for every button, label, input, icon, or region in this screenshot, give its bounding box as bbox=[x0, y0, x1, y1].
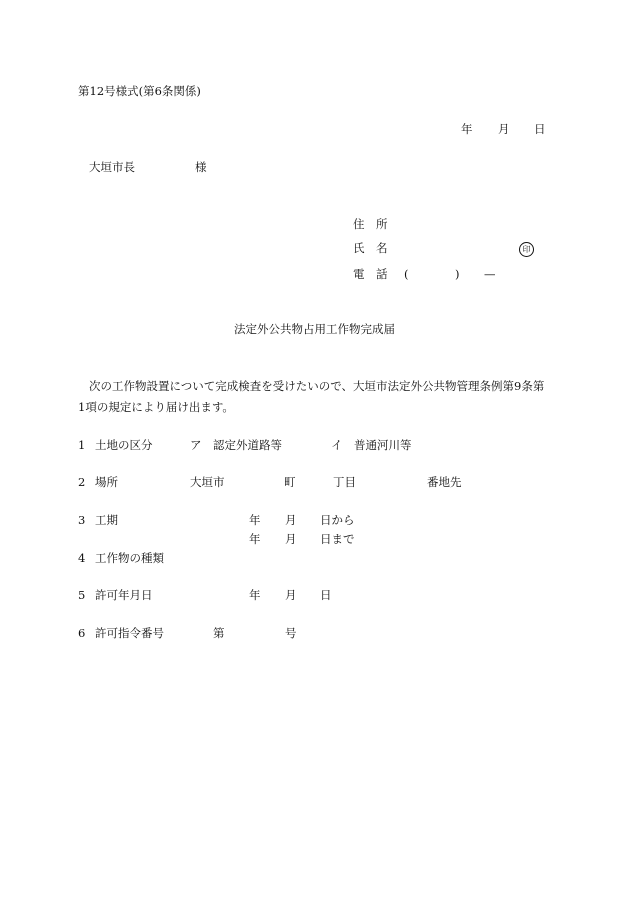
permit-year: 年 bbox=[249, 588, 261, 602]
place-town: 町 bbox=[284, 475, 296, 489]
date-year-label: 年 bbox=[461, 122, 473, 136]
item-4-number: 4 bbox=[78, 551, 86, 565]
place-banchi: 番地先 bbox=[427, 475, 462, 489]
period-to-month: 月 bbox=[285, 532, 297, 546]
document-title: 法定外公共物占用工作物完成届 bbox=[234, 322, 395, 336]
period-from-year: 年 bbox=[249, 513, 261, 527]
period-to-year: 年 bbox=[249, 532, 261, 546]
address-label: 住 所 bbox=[353, 217, 388, 231]
body-text-line1: 次の工作物設置について完成検査を受けたいので、大垣市法定外公共物管理条例第9条第 bbox=[89, 379, 545, 393]
phone-label: 電 話 bbox=[353, 267, 388, 281]
item-6-number: 6 bbox=[78, 626, 86, 640]
addressee-honorific: 様 bbox=[195, 160, 207, 174]
item-1-number: 1 bbox=[78, 438, 86, 452]
seal-mark: 印 bbox=[519, 242, 534, 257]
period-from-month: 月 bbox=[285, 513, 297, 527]
period-from-day: 日から bbox=[320, 513, 355, 527]
item-2-number: 2 bbox=[78, 475, 86, 489]
place-city: 大垣市 bbox=[190, 475, 225, 489]
name-label: 氏 名 bbox=[353, 241, 388, 255]
phone-open-paren: ( bbox=[404, 267, 409, 281]
form-number: 第12号様式(第6条関係) bbox=[78, 84, 201, 98]
item-3-label: 工期 bbox=[95, 513, 118, 527]
place-chome: 丁目 bbox=[333, 475, 356, 489]
permit-number-prefix: 第 bbox=[213, 626, 225, 640]
permit-number-suffix: 号 bbox=[285, 626, 297, 640]
item-6-label: 許可指令番号 bbox=[95, 626, 164, 640]
item-2-label: 場所 bbox=[95, 475, 118, 489]
phone-close-paren: ) bbox=[455, 267, 460, 281]
addressee-name: 大垣市長 bbox=[89, 160, 135, 174]
item-5-number: 5 bbox=[78, 588, 86, 602]
body-text-line2: 1項の規定により届け出ます。 bbox=[78, 400, 234, 414]
item-3-number: 3 bbox=[78, 513, 86, 527]
phone-dash: — bbox=[484, 267, 496, 281]
land-option-a: ア 認定外道路等 bbox=[190, 438, 282, 452]
item-1-label: 土地の区分 bbox=[95, 438, 153, 452]
date-month-label: 月 bbox=[498, 122, 510, 136]
date-day-label: 日 bbox=[534, 122, 546, 136]
item-4-label: 工作物の種類 bbox=[95, 551, 164, 565]
item-5-label: 許可年月日 bbox=[95, 588, 153, 602]
permit-day: 日 bbox=[320, 588, 332, 602]
land-option-b: イ 普通河川等 bbox=[331, 438, 412, 452]
period-to-day: 日まで bbox=[320, 532, 355, 546]
permit-month: 月 bbox=[285, 588, 297, 602]
